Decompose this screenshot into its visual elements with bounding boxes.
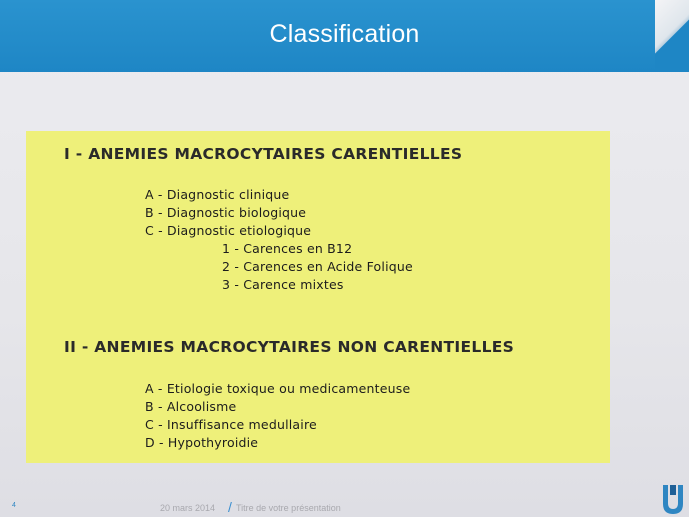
- section-1-subitem-1: [222, 241, 352, 256]
- item-text: Diagnostic etiologique: [167, 223, 312, 238]
- item-text: Diagnostic biologique: [166, 205, 307, 220]
- item-marker: B -: [145, 205, 163, 220]
- item-marker: C -: [145, 223, 163, 238]
- subitem-marker: 2 -: [222, 259, 240, 274]
- section-1-subitem-2: [222, 259, 413, 274]
- item-text: Hypothyroidie: [167, 435, 259, 450]
- item-marker: B -: [145, 399, 163, 414]
- item-marker: A -: [145, 187, 163, 202]
- content-panel: [26, 131, 610, 463]
- university-u-logo-icon: [657, 481, 689, 517]
- section-1-item-a: [145, 187, 289, 202]
- footer-separator: /: [228, 499, 232, 515]
- item-marker: D -: [145, 435, 164, 450]
- page-number: 4: [12, 502, 16, 509]
- section-2-item-a: [145, 381, 410, 396]
- item-text: Insuffisance medullaire: [167, 417, 317, 432]
- slide-title: Classification: [269, 20, 420, 48]
- subitem-marker: 1 -: [222, 241, 240, 256]
- subitem-text: Carences en B12: [243, 241, 353, 256]
- title-bar: [0, 0, 689, 72]
- subitem-text: Carence mixtes: [243, 277, 344, 292]
- section-2-item-d: [145, 435, 258, 450]
- page-curl-decoration: [655, 0, 689, 72]
- section-2-heading: II - ANEMIES MACROCYTAIRES NON CARENTIELLES: [64, 338, 515, 356]
- section-1-item-b: [145, 205, 306, 220]
- subitem-marker: 3 -: [222, 277, 240, 292]
- section-1-item-c: [145, 223, 311, 238]
- section-2-item-c: [145, 417, 317, 432]
- subitem-text: Carences en Acide Folique: [243, 259, 413, 274]
- item-text: Diagnostic clinique: [166, 187, 290, 202]
- item-marker: C -: [145, 417, 163, 432]
- footer-date: 20 mars 2014: [160, 503, 216, 513]
- item-text: Alcoolisme: [166, 399, 237, 414]
- section-1-heading: I - ANEMIES MACROCYTAIRES CARENTIELLES: [64, 145, 463, 163]
- item-marker: A -: [145, 381, 163, 396]
- section-1-subitem-3: [222, 277, 344, 292]
- item-text: Etiologie toxique ou medicamenteuse: [166, 381, 411, 396]
- footer-presentation-title: Titre de votre présentation: [236, 503, 341, 513]
- section-2-item-b: [145, 399, 236, 414]
